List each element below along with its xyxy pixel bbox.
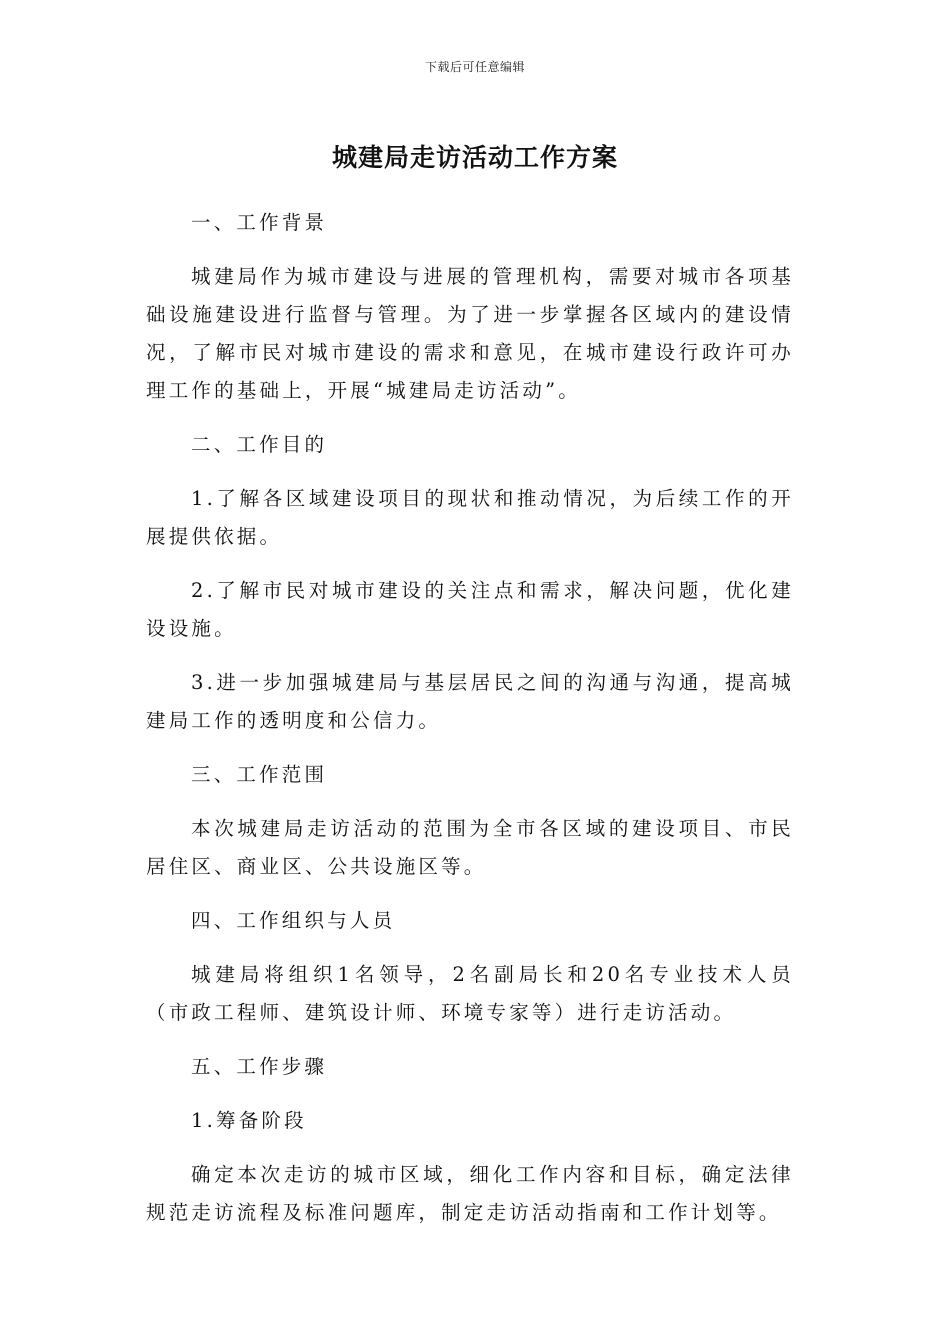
section-heading-background: 一、工作背景 [191,211,328,234]
document-body [146,204,794,1248]
purpose-item-1: 1.了解各区域建设项目的现状和推动情况，为后续工作的开展提供依据。 [146,487,794,548]
step-heading-preparation: 1.筹备阶段 [191,1109,307,1132]
section-heading-scope: 三、工作范围 [191,763,328,786]
paragraph-preparation: 确定本次走访的城市区域，细化工作内容和目标，确定法律规范走访流程及标准问题库，制定走访活动指南和工作计划等。 [146,1163,794,1224]
paragraph-organization: 城建局将组织1名领导，2名副局长和20名专业技术人员（市政工程师、建筑设计师、环境专家等）进行走访活动。 [146,963,794,1024]
section-heading-organization: 四、工作组织与人员 [191,909,396,932]
paragraph-scope: 本次城建局走访活动的范围为全市各区域的建设项目、市民居住区、商业区、公共设施区等。 [146,817,794,878]
document-title: 城建局走访活动工作方案 [331,143,618,172]
purpose-item-3: 3.进一步加强城建局与基层居民之间的沟通与沟通，提高城建局工作的透明度和公信力。 [146,671,794,732]
section-heading-purpose: 二、工作目的 [191,433,328,456]
purpose-item-2: 2.了解市民对城市建设的关注点和需求，解决问题，优化建设设施。 [146,579,794,640]
section-heading-steps: 五、工作步骤 [191,1055,328,1078]
paragraph-background: 城建局作为城市建设与进展的管理机构，需要对城市各项基础设施建设进行监督与管理。为了进一步掌握各区域内的建设情况，了解市民对城市建设的需求和意见，在城市建设行政许可办理工作的基础上，开展“城建局走访活动”。 [146,265,794,402]
header-note: 下载后可任意编辑 [424,60,525,74]
